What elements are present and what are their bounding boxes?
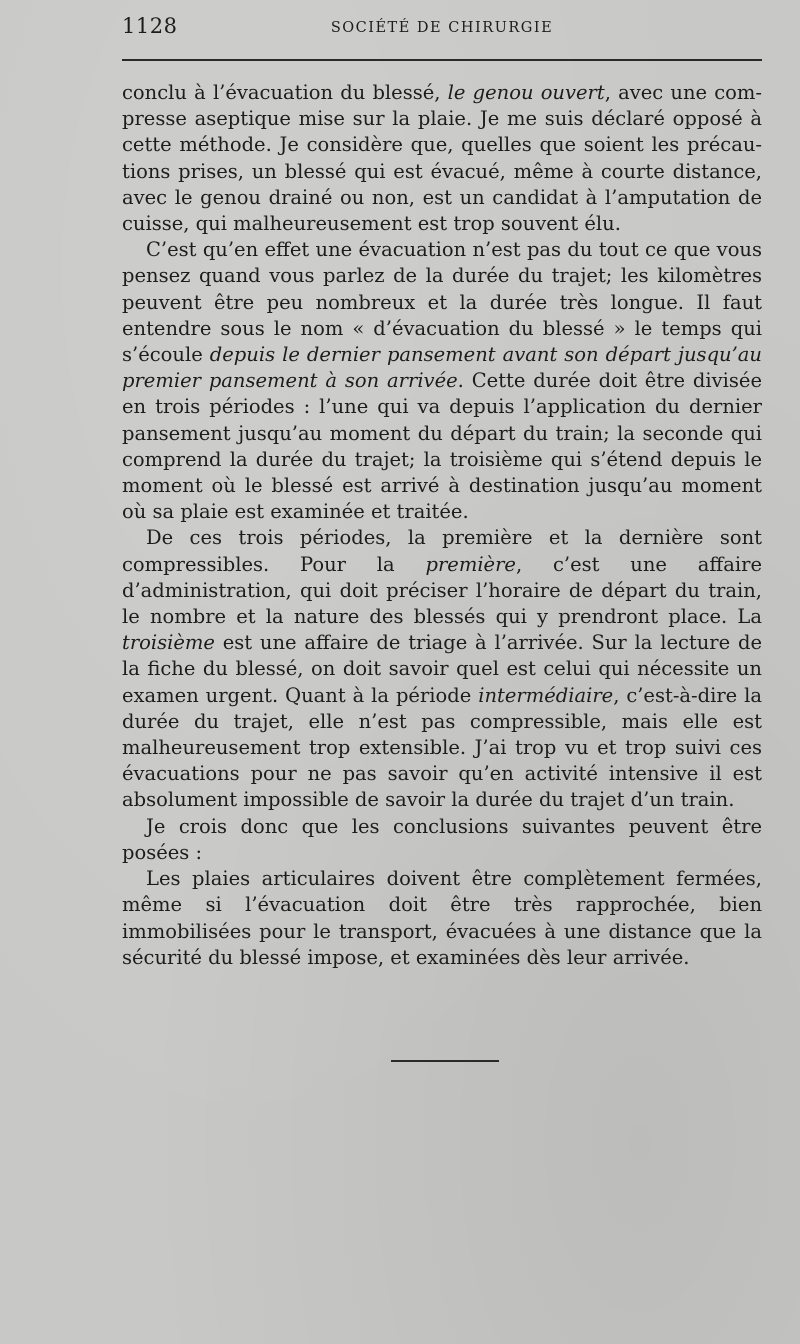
- paragraph: [122, 237, 762, 525]
- text-segment: Je crois donc que les conclusions suivantes peuvent être posées :: [122, 814, 762, 864]
- text-segment: , avec une compresse aseptique mise sur la plaie. Je me suis déclaré opposé à cette méthode. Je considère que, quelles que soient les précautions prises, un blessé qui est évacué, même à courte distance, avec le genou drainé ou non, est un candidat à l’amputation de cuisse, qui malheureusement est trop souvent élu.: [122, 81, 762, 236]
- paragraph: [122, 80, 762, 237]
- text-segment: De ces trois périodes, la première et la dernière sont compressibles. Pour la: [122, 526, 762, 576]
- paragraph: [122, 866, 762, 971]
- header-rule: [122, 59, 762, 61]
- page-header: [122, 14, 762, 44]
- paragraph: [122, 525, 762, 813]
- page-number: 1128: [122, 14, 178, 38]
- text-segment: Les plaies articulaires doivent être complètement fermées, même si l’évacuation doit être très rapprochée, bien immobilisées pour le transport, évacuées à une distance que la sécurité du blessé impose, et examinées dès leur arrivée.: [122, 867, 762, 969]
- body-text: [122, 80, 762, 971]
- text-segment: est une affaire de triage à l’arrivée. Sur la lecture de la fiche du blessé, on doit savoir quel est celui qui nécessite un examen urgent. Quant à la période: [122, 631, 762, 707]
- text-segment: , c’est-à-dire la durée du trajet, elle n’est pas compressible, mais elle est malheureusement trop extensible. J’ai trop vu et trop suivi ces évacuations pour ne pas savoir qu’en activité intensive il est absolument impossible de savoir la durée du trajet d’un train.: [122, 683, 762, 812]
- italic-text: intermédiaire: [478, 683, 614, 707]
- italic-text: première: [425, 552, 516, 576]
- italic-text: troisième: [122, 631, 215, 655]
- text-segment: conclu à l’évacuation du blessé,: [122, 81, 448, 104]
- italic-text: depuis le dernier pansement avant son départ jusqu’au premier pansement à son arrivée: [122, 343, 762, 393]
- text-segment: , c’est une affaire d’administration, qui doit préciser l’horaire de départ du train, le nombre et la nature des blessés qui y prendront place. La: [122, 552, 762, 629]
- end-rule: [391, 1060, 499, 1062]
- italic-text: le genou ouvert: [447, 81, 605, 104]
- paragraph: [122, 814, 762, 866]
- text-segment: . Cette durée doit être divisée en trois périodes : l’une qui va depuis l’application du dernier pansement jusqu’au moment du départ du train; la seconde qui comprend la durée du trajet; la troisième qui s’étend depuis le moment où le blessé est arrivé à destination jusqu’au moment où sa plaie est examinée et traitée.: [122, 369, 762, 524]
- running-title: SOCIÉTÉ DE CHIRURGIE: [330, 20, 554, 36]
- text-segment: C’est qu’en effet une évacuation n’est pas du tout ce que vous pensez quand vous parlez de la durée du trajet; les kilomètres peuvent être peu nombreux et la durée très longue. Il faut entendre sous le nom « d’évacuation du blessé » le temps qui s’écoule: [122, 238, 762, 367]
